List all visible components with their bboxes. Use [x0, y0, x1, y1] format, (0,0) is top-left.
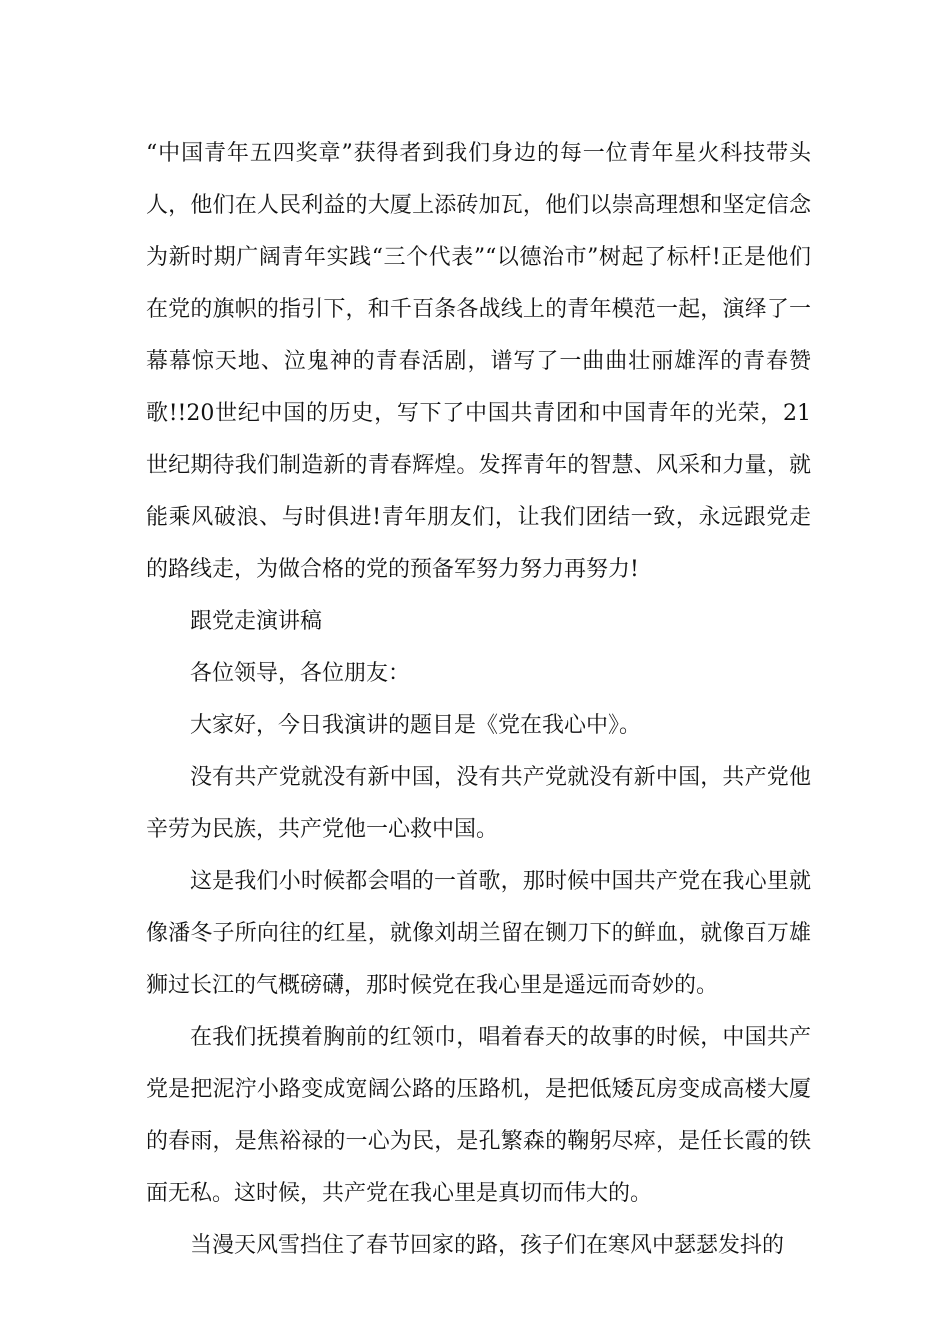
paragraph-continuation: “中国青年五四奖章”获得者到我们身边的每一位青年星火科技带头人，他们在人民利益的大厦上添砖加瓦，他们以崇高理想和坚定信念为新时期广阔青年实践“三个代表”“以德治市”树起了标杆!正是他们在党的旗帜的指引下，和千百条各战线上的青年模范一起，演绎了一幕幕惊天地、泣鬼神的青春活剧，谱写了一曲曲壮丽雄浑的青春赞歌!!20世纪中国的历史，写下了中国共青团和中国青年的光荣，21世纪期待我们制造新的青春辉煌。发挥青年的智慧、风采和力量，就能乘风破浪、与时俱进!青年朋友们，让我们团结一致，永远跟党走的路线走，为做合格的党的预备军努力努力再努力!	[146, 141, 812, 582]
speech-title: 跟党走演讲稿	[190, 609, 323, 634]
paragraph-snowstorm: 当漫天风雪挡住了春节回家的路，孩子们在寒风中瑟瑟发抖的	[190, 1233, 785, 1258]
document-body	[146, 128, 811, 1272]
paragraph-red-scarf: 在我们抚摸着胸前的红领巾，唱着春天的故事的时候，中国共产党是把泥泞小路变成宽阔公路的压路机，是把低矮瓦房变成高楼大厦的春雨，是焦裕禄的一心为民，是孔繁森的鞠躬尽瘁，是任长霞的铁面无私。这时候，共产党在我心里是真切而伟大的。	[146, 1025, 811, 1206]
salutation: 各位领导，各位朋友：	[190, 661, 411, 686]
paragraph-childhood: 这是我们小时候都会唱的一首歌，那时候中国共产党在我心里就像潘冬子所向往的红星，就像刘胡兰留在铡刀下的鲜血，就像百万雄狮过长江的气概磅礴，那时候党在我心里是遥远而奇妙的。	[146, 869, 811, 998]
paragraph-intro: 大家好，今日我演讲的题目是《党在我心中》。	[190, 713, 642, 738]
paragraph-song: 没有共产党就没有新中国，没有共产党就没有新中国，共产党他辛劳为民族，共产党他一心救中国。	[146, 765, 811, 842]
